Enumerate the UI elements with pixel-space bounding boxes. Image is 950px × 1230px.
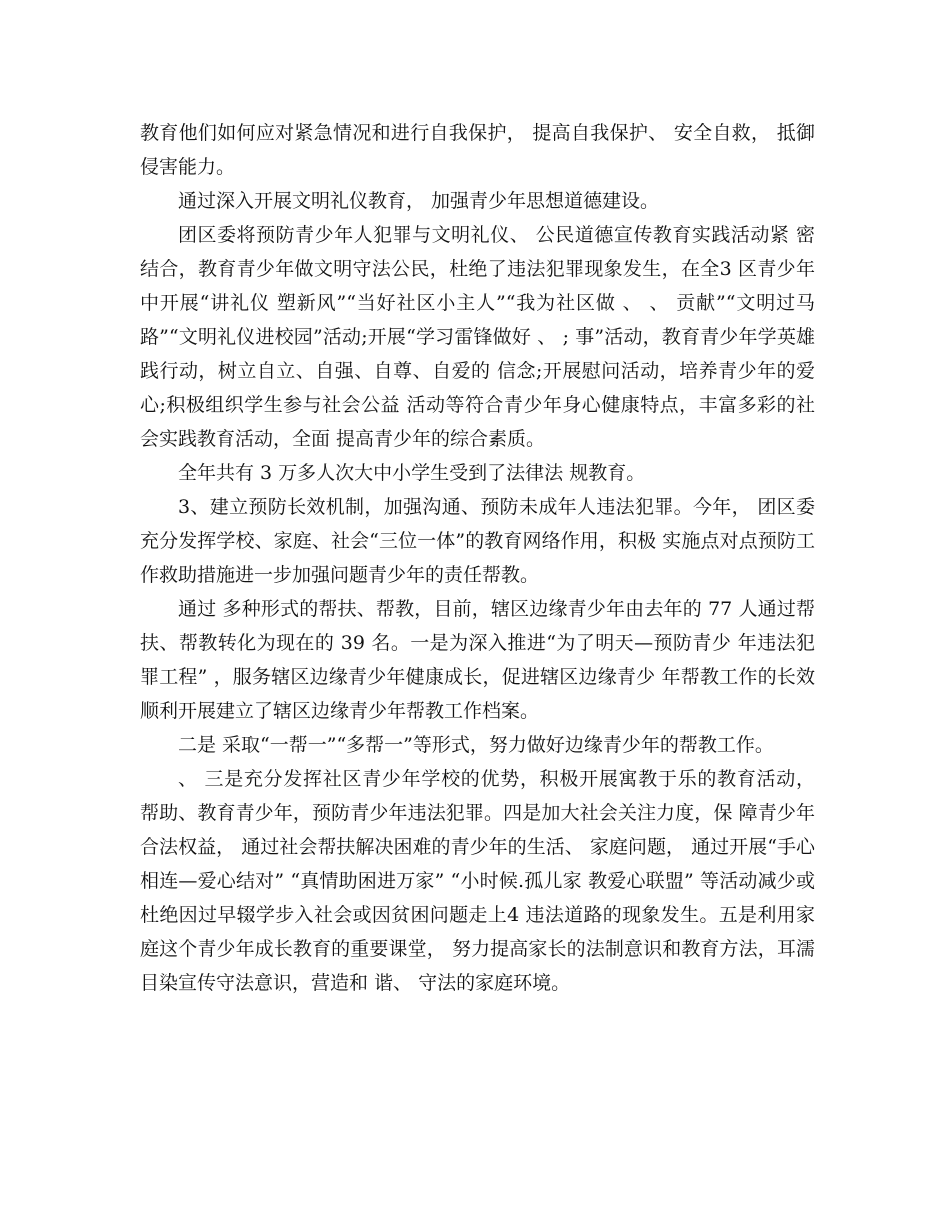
paragraph-6: 通过 多种形式的帮扶、帮教，目前，辖区边缘青少年由去年的 77 人通过帮扶、帮教转化为现在的 39 名。一是为深入推进“为了明天—预防青少 年违法犯罪工程” ，服务辖区边缘青少年健康成长，促进辖区边缘青少 年帮教工作的长效顺利开展建立了辖区边缘青少年帮教工作档案。 (140, 598, 815, 722)
paragraph-1: 教育他们如何应对紧急情况和进行自我保护， 提高自我保护、 安全自救， 抵御侵害能力。 (140, 122, 815, 178)
paragraph-8: 、 三是充分发挥社区青少年学校的优势，积极开展寓教于乐的教育活动， 帮助、教育青少年，预防青少年违法犯罪。四是加大社会关注力度，保 障青少年合法权益， 通过社会帮扶解决困难的青少年的生活、 家庭问题， 通过开展“手心相连—爱心结对” “真情助困进万家” “小时候.孤儿家 教爱心联盟” 等活动减少或杜绝因过早辍学步入社会或因贫困问题走上4 违法道路的现象发生。五是利用家庭这个青少年成长教育的重要课堂， 努力提高家长的法制意识和教育方法，耳濡目染宣传守法意识，营造和 谐、 守法的家庭环境。 (140, 768, 815, 994)
paragraph-3: 团区委将预防青少年人犯罪与文明礼仪、 公民道德宣传教育实践活动紧 密结合，教育青少年做文明守法公民，杜绝了违法犯罪现象发生，在全3 区青少年中开展“讲礼仪 塑新风”“当好社区小主人”“我为社区做 、 、 贡献”“文明过马路”“文明礼仪进校园”活动;开展“学习雷锋做好 、 ; 事”活动，教育青少年学英雄践行动，树立自立、自强、自尊、自爱的 信念;开展慰问活动，培养青少年的爱心;积极组织学生参与社会公益 活动等符合青少年身心健康特点，丰富多彩的社会实践教育活动，全面 提高青少年的综合素质。 (140, 224, 815, 450)
paragraph-2: 通过深入开展文明礼仪教育， 加强青少年思想道德建设。 (178, 190, 660, 212)
paragraph-5: 3、建立预防长效机制，加强沟通、预防未成年人违法犯罪。今年， 团区委充分发挥学校、家庭、社会“三位一体”的教育网络作用，积极 实施点对点预防工作救助措施进一步加强问题青少年的责任帮教。 (140, 496, 815, 586)
paragraph-7: 二是 采取“一帮一”“多帮一”等形式，努力做好边缘青少年的帮教工作。 (178, 734, 774, 756)
document-body (140, 116, 815, 1000)
paragraph-4: 全年共有 3 万多人次大中小学生受到了法律法 规教育。 (178, 462, 646, 484)
